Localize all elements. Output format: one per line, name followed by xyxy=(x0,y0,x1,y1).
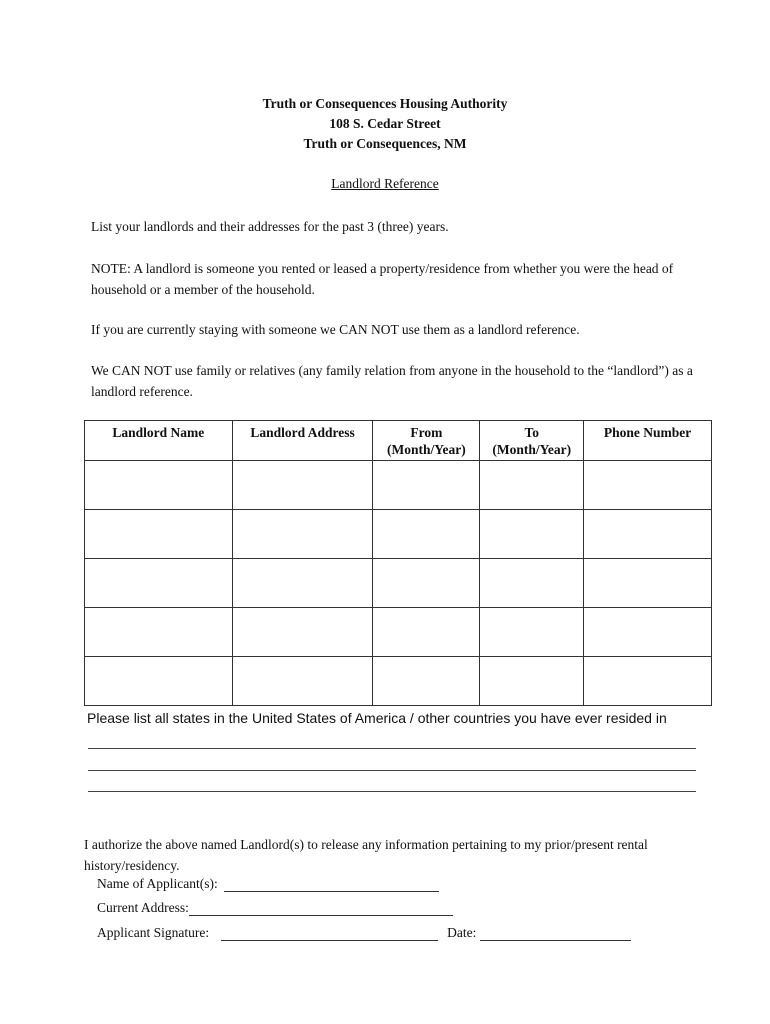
table-cell[interactable] xyxy=(232,559,373,608)
table-cell[interactable] xyxy=(480,657,584,706)
applicant-name-input[interactable] xyxy=(224,877,439,892)
table-cell[interactable] xyxy=(232,608,373,657)
column-header: To (Month/Year) xyxy=(480,421,584,461)
table-cell[interactable] xyxy=(85,510,233,559)
instruction-note: NOTE: A landlord is someone you rented or leased a property/residence from whether you were the head of household or a member of the household. xyxy=(91,261,674,297)
states-answer-line[interactable] xyxy=(88,770,696,771)
table-cell[interactable] xyxy=(480,510,584,559)
table-cell[interactable] xyxy=(373,608,480,657)
date-label: Date: xyxy=(447,925,477,940)
table-cell[interactable] xyxy=(85,608,233,657)
table-cell[interactable] xyxy=(584,559,712,608)
table-cell[interactable] xyxy=(480,559,584,608)
table-cell[interactable] xyxy=(480,461,584,510)
table-row xyxy=(85,461,712,510)
table-cell[interactable] xyxy=(373,559,480,608)
form-title-text: Landlord Reference xyxy=(331,176,439,191)
table-cell[interactable] xyxy=(584,510,712,559)
applicant-name-field xyxy=(97,876,439,892)
organization-street: 108 S. Cedar Street xyxy=(329,116,441,131)
authorization-statement: I authorize the above named Landlord(s) to release any information pertaining to my prior/present rental history/residency. xyxy=(84,837,648,873)
signature-input[interactable] xyxy=(221,926,438,941)
table-cell[interactable] xyxy=(232,657,373,706)
column-header: From (Month/Year) xyxy=(373,421,480,461)
signature-label: Applicant Signature: xyxy=(97,925,210,940)
column-header: Phone Number xyxy=(584,421,712,461)
column-header: Landlord Address xyxy=(232,421,373,461)
states-answer-line[interactable] xyxy=(88,748,696,749)
states-prompt: Please list all states in the United States of America / other countries you have ever resided in xyxy=(87,710,667,726)
table-cell[interactable] xyxy=(584,608,712,657)
organization-city: Truth or Consequences, NM xyxy=(303,136,467,151)
instruction-staying: If you are currently staying with someone we CAN NOT use them as a landlord reference. xyxy=(91,322,580,337)
table-row xyxy=(85,608,712,657)
instruction-family: We CAN NOT use family or relatives (any family relation from anyone in the household to the “landlord”) as a landlord reference. xyxy=(91,363,693,399)
table-cell[interactable] xyxy=(584,461,712,510)
landlord-table xyxy=(84,420,712,706)
signature-field xyxy=(97,925,631,941)
states-answer-line[interactable] xyxy=(88,791,696,792)
table-cell[interactable] xyxy=(85,559,233,608)
table-header-row xyxy=(85,421,712,461)
table-cell[interactable] xyxy=(373,657,480,706)
table-row xyxy=(85,510,712,559)
table-cell[interactable] xyxy=(232,461,373,510)
table-row xyxy=(85,657,712,706)
table-cell[interactable] xyxy=(480,608,584,657)
form-title xyxy=(0,176,770,192)
column-header: Landlord Name xyxy=(85,421,233,461)
table-cell[interactable] xyxy=(85,657,233,706)
table-cell[interactable] xyxy=(373,461,480,510)
table-cell[interactable] xyxy=(85,461,233,510)
current-address-label: Current Address: xyxy=(97,900,189,915)
table-row xyxy=(85,559,712,608)
organization-name: Truth or Consequences Housing Authority xyxy=(262,96,508,111)
current-address-input[interactable] xyxy=(189,901,453,916)
table-cell[interactable] xyxy=(584,657,712,706)
applicant-name-label: Name of Applicant(s): xyxy=(97,876,218,891)
current-address-field xyxy=(97,900,453,916)
table-cell[interactable] xyxy=(373,510,480,559)
instruction-list: List your landlords and their addresses for the past 3 (three) years. xyxy=(91,219,449,234)
table-cell[interactable] xyxy=(232,510,373,559)
date-input[interactable] xyxy=(480,926,631,941)
